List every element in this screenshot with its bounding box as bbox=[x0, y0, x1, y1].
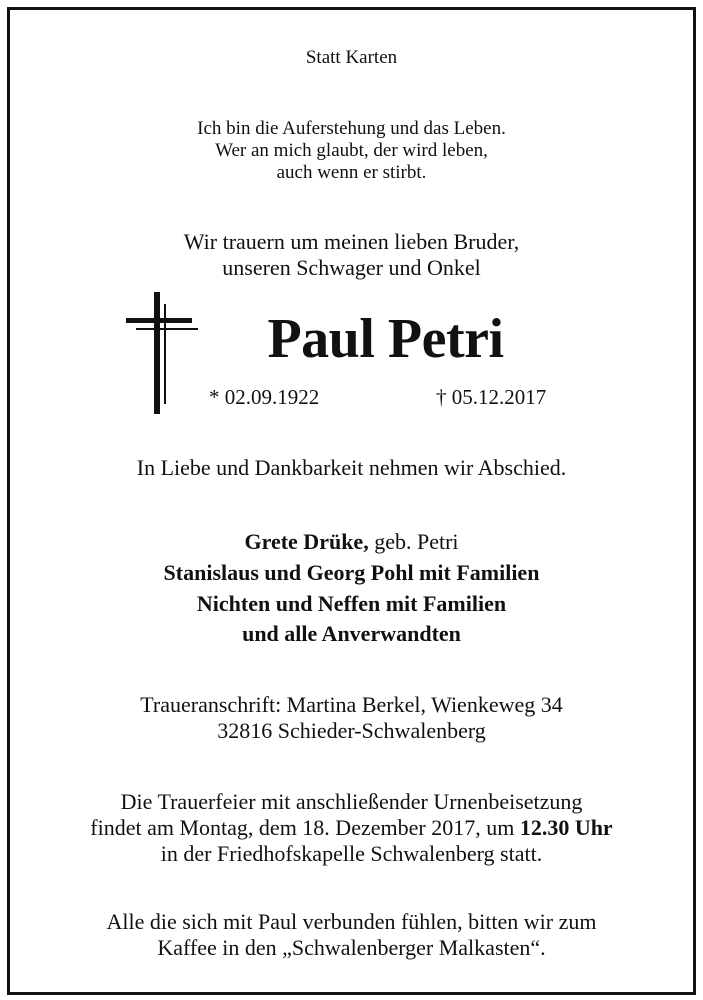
mourner-line-2: Stanislaus und Georg Pohl mit Familien bbox=[163, 560, 540, 585]
invitation-line-1: Alle die sich mit Paul verbunden fühlen, bitten wir zum bbox=[106, 909, 597, 934]
ceremony-line-2 bbox=[0, 815, 703, 841]
mourner-grete: Grete Drüke, bbox=[244, 529, 369, 554]
ceremony-line-1: Die Trauerfeier mit anschließender Urnenbeisetzung bbox=[120, 789, 583, 814]
death-date: † 05.12.2017 bbox=[436, 385, 547, 409]
deceased-name: Paul Petri bbox=[267, 308, 504, 370]
mourner-line-3: Nichten und Neffen mit Familien bbox=[196, 591, 507, 616]
ceremony-line-3: in der Friedhofskapelle Schwalenberg statt. bbox=[160, 841, 543, 866]
verse-line-2: Wer an mich glaubt, der wird leben, bbox=[215, 140, 488, 161]
verse-line-1: Ich bin die Auferstehung und das Leben. bbox=[197, 118, 506, 139]
address-line-1: Traueranschrift: Martina Berkel, Wienkeweg 34 bbox=[140, 692, 563, 717]
mourning-line-2: unseren Schwager und Onkel bbox=[222, 255, 481, 280]
ceremony-time: 12.30 Uhr bbox=[519, 815, 613, 840]
mourner-grete-maiden: geb. Petri bbox=[368, 529, 459, 554]
farewell-text: In Liebe und Dankbarkeit nehmen wir Abschied. bbox=[136, 455, 567, 480]
verse-line-3: auch wenn er stirbt. bbox=[276, 162, 427, 183]
mourner-line-1 bbox=[0, 529, 703, 555]
statt-karten: Statt Karten bbox=[305, 47, 398, 68]
mourning-line-1: Wir trauern um meinen lieben Bruder, bbox=[183, 229, 520, 254]
address-line-2: 32816 Schieder-Schwalenberg bbox=[217, 718, 486, 743]
mourner-line-4: und alle Anverwandten bbox=[242, 621, 461, 646]
ceremony-date: findet am Montag, dem 18. Dezember 2017, um bbox=[90, 815, 520, 840]
birth-date: * 02.09.1922 bbox=[209, 385, 320, 409]
invitation-line-2: Kaffee in den „Schwalenberger Malkasten“. bbox=[157, 935, 546, 960]
